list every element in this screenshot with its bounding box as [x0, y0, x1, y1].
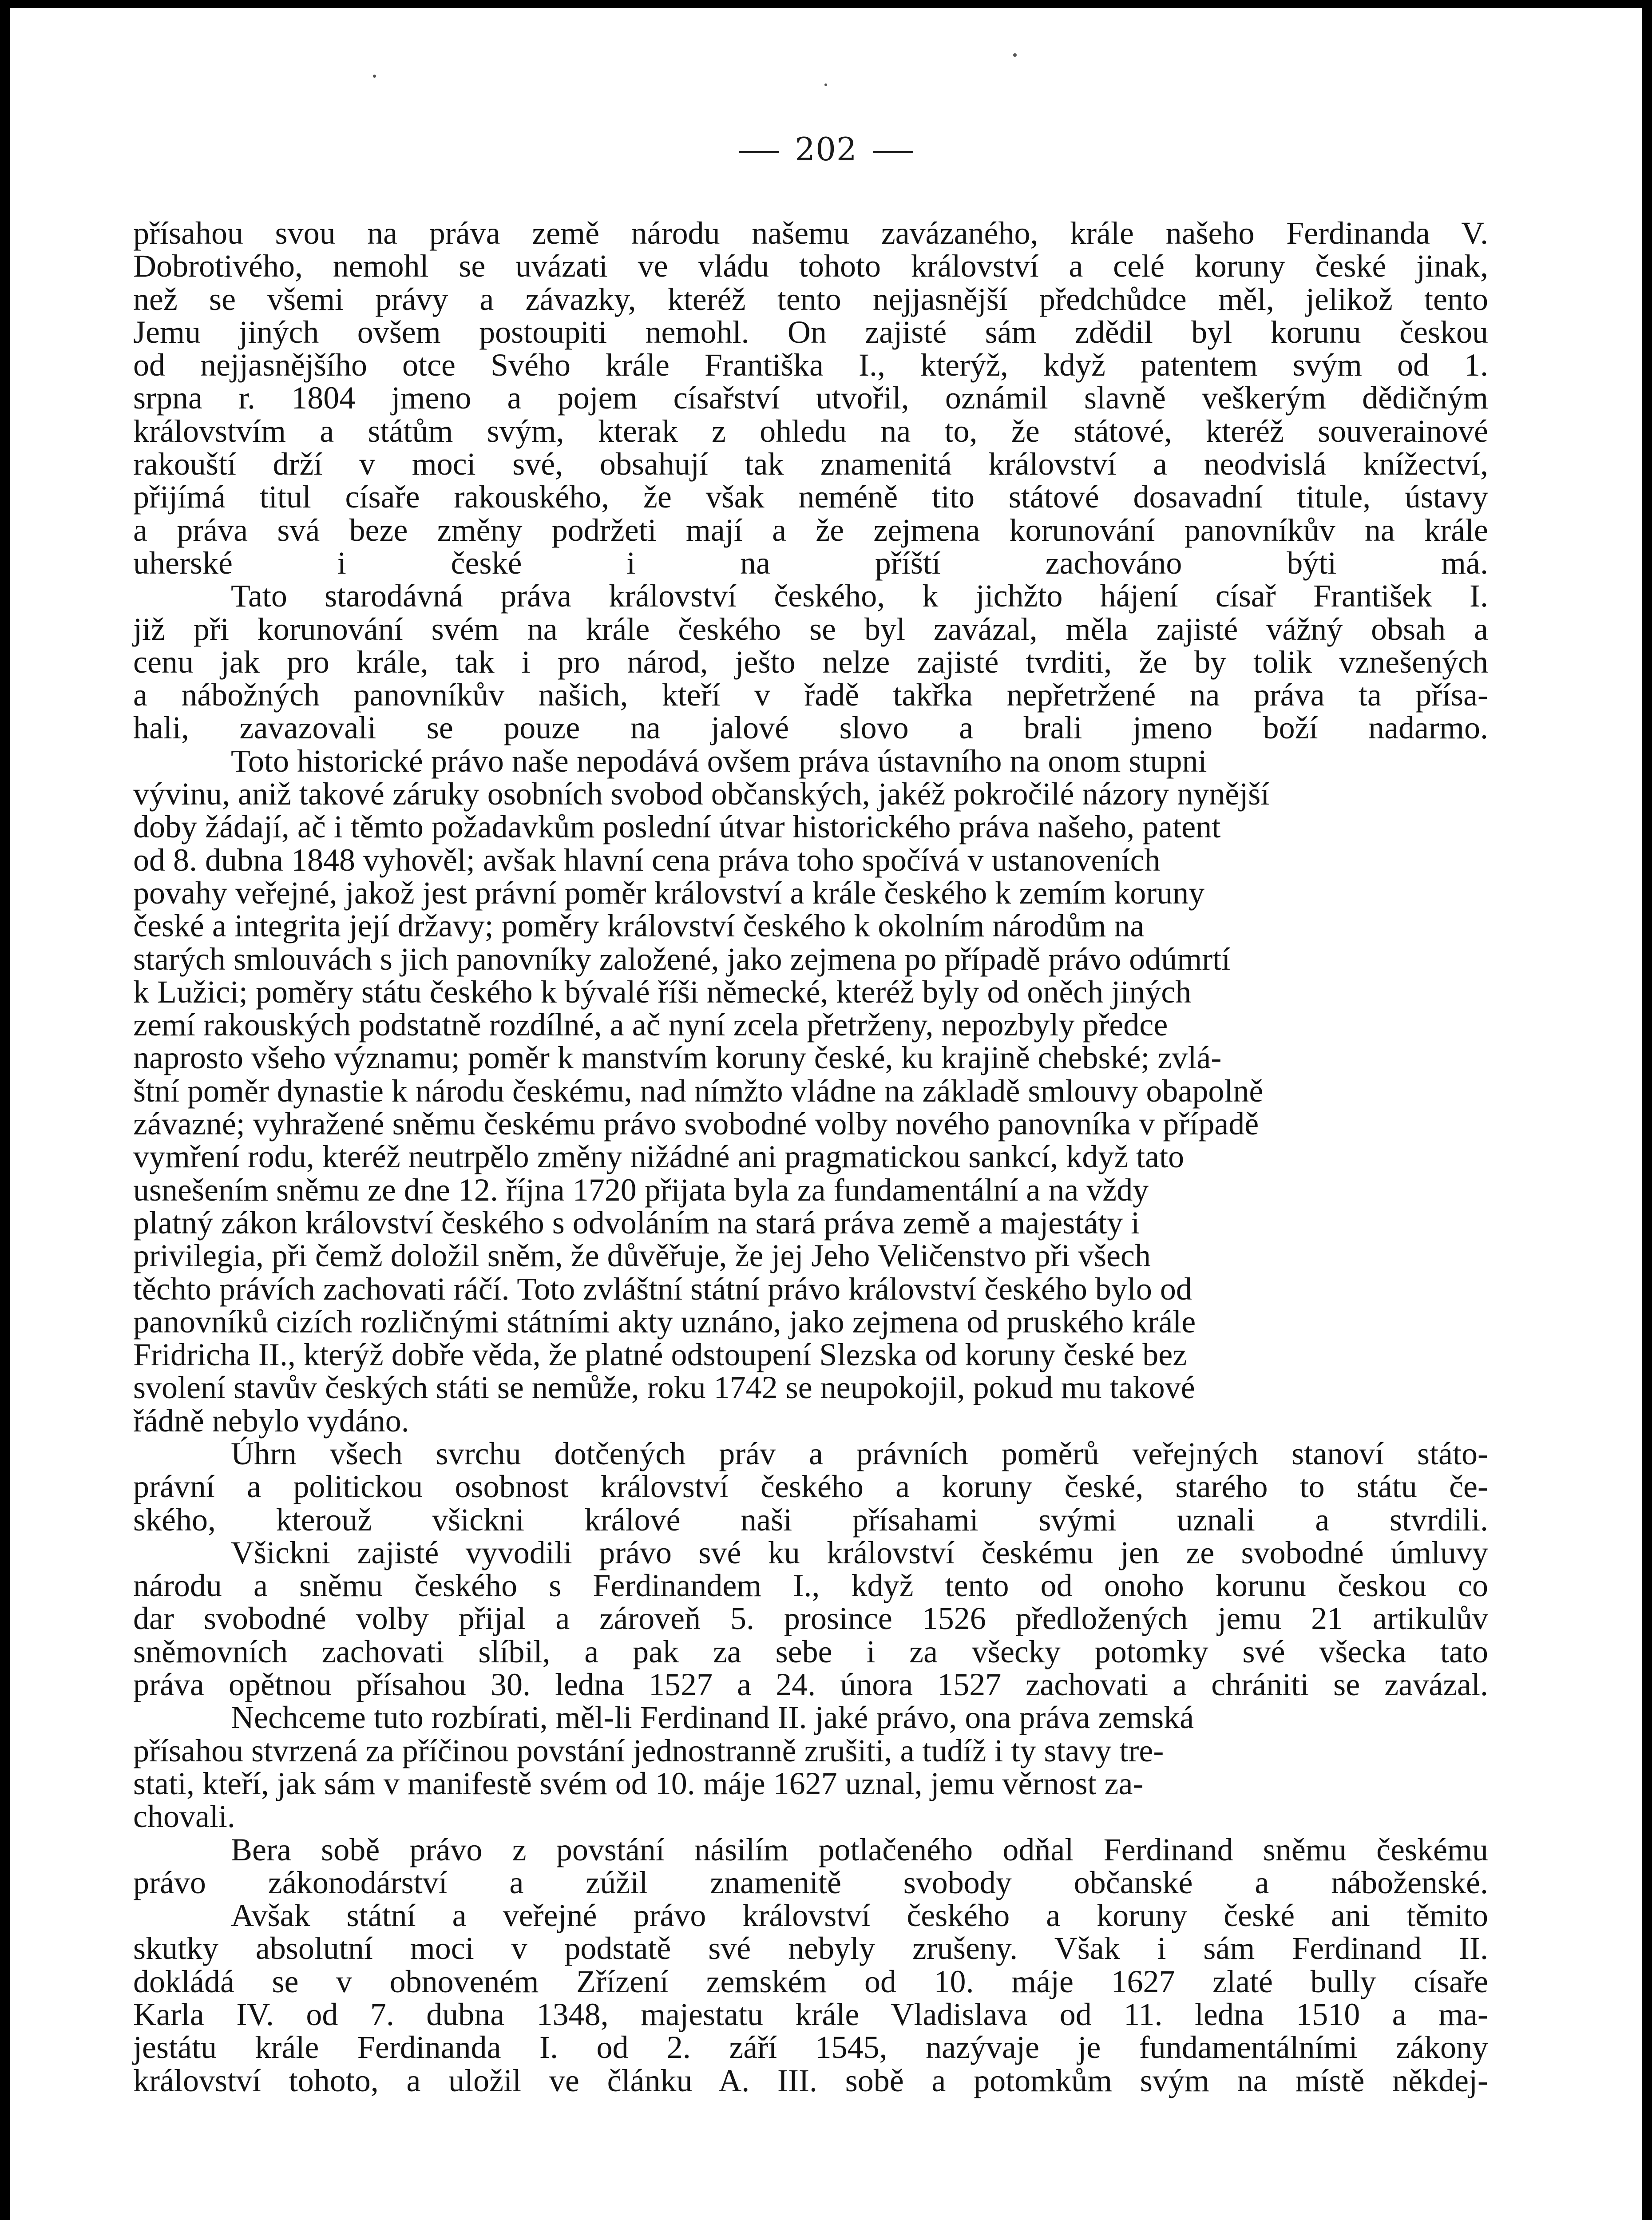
- page-number-dash-left: [739, 151, 779, 153]
- scan-speck: [824, 83, 827, 86]
- paragraph-2: Tato starodávná práva království českého, k jichžto hájení císař František I. již při korunování svém na krále českého se byl zavázal, měla zajisté vážný obsah a cenu jak pro krále, tak i pro národ, ješto nelze zajisté tvrditi, že by tolik vznešených a nábožných panovníkův našich, kteří v řadě takřka nepřetržené na práva ta přísa- hali, zavazovali se pouze na jalové slovo a brali jmeno boží nadarmo.: [133, 578, 1488, 746]
- paragraph-1: přísahou svou na práva země národu našemu zavázaného, krále našeho Ferdinanda V. Dobrotivého, nemohl se uvázati ve vládu tohoto království a celé koruny české jinak, než se všemi právy a závazky, kteréž tento nejjasnější předchůdce měl, jelikož tento Jemu jiných ovšem postoupiti nemohl. On zajisté sám zdědil byl korunu českou od nejjasnějšího otce Svého krále Františka I., kterýž, když patentem svým od 1. srpna r. 1804 jmeno a pojem císařství utvořil, oznámil slavně veškerým dědičným královstvím a státům svým, kterak z ohledu na to, že státové, kteréž souverainové rakouští drží v moci své, obsahují tak znamenitá království a neodvislá knížectví, přijímá titul císaře rakouského, že však neméně tito státové dosavadní titule, ústavy a práva svá beze změny podržeti mají a že zejmena korunování panovníkův na krále uherské i české i na příští zachováno býti má.: [133, 215, 1488, 581]
- scan-speck: [373, 75, 376, 78]
- page-number: [10, 131, 1642, 167]
- paragraph-8: Avšak státní a veřejné právo království českého a koruny české ani těmito skutky absolutní moci v podstatě své nebyly zrušeny. Však i sám Ferdinand II. dokládá se v obnoveném Zřízení zemském od 10. máje 1627 zlaté bully císaře Karla IV. od 7. dubna 1348, majestatu krále Vladislava od 11. ledna 1510 a ma- jestátu krále Ferdinanda I. od 2. září 1545, nazývaje je fundamentálními zákony království tohoto, a uložil ve článku A. III. sobě a potomkům svým na místě někdej-: [133, 1898, 1488, 2098]
- scan-speck: [1013, 53, 1017, 57]
- body-text: [133, 217, 1488, 2097]
- page-number-dash-right: [873, 151, 913, 153]
- paragraph-5: Všickni zajisté vyvodili právo své ku království českému jen ze svobodné úmluvy národu a sněmu českého s Ferdinandem I., když tento od onoho korunu českou co dar svobodné volby přijal a zároveň 5. prosince 1526 předložených jemu 21 artikulův sněmovních zachovati slíbil, a pak za sebe i za všecky potomky své všecka tato práva opětnou přísahou 30. ledna 1527 a 24. února 1527 zachovati a chrániti se zavázal.: [133, 1534, 1488, 1703]
- paragraph-7: Bera sobě právo z povstání násilím potlačeného odňal Ferdinand sněmu českému právo zákonodárství a zúžil znamenitě svobody občanské a náboženské.: [133, 1832, 1488, 1900]
- paragraph-6: Nechceme tuto rozbírati, měl-li Ferdinand II. jaké právo, ona práva zemská přísahou stvrzená za příčinou povstání jednostranně zrušiti, a tudíž i ty stavy tre- stati, kteří, jak sám v manifestě svém od 10. máje 1627 uznal, jemu věrnost za- chovali.: [133, 1700, 1194, 1835]
- document-page: [10, 8, 1642, 2220]
- paragraph-3: Toto historické právo naše nepodává ovšem práva ústavního na onom stupni vývinu, aniž takové záruky osobních svobod občanských, jakéž pokročilé názory nynější doby žádají, ač i těmto požadavkům poslední útvar historického práva našeho, patent od 8. dubna 1848 vyhověl; avšak hlavní cena práva toho spočívá v ustanoveních povahy veřejné, jakož jest právní poměr království a krále českého k zemím koruny české a integrita její državy; poměry království českého k okolním národům na starých smlouvách s jich panovníky založené, jako zejmena po případě právo odúmrtí k Lužici; poměry státu českého k bývalé říši německé, kteréž byly od oněch jiných zemí rakouských podstatně rozdílné, a ač nyní zcela přetrženy, nepozbyly předce naprosto všeho významu; poměr k manstvím koruny české, ku krajině chebské; zvlá- štní poměr dynastie k národu českému, nad nímžto vládne na základě smlouvy obapolně závazné; vyhražené sněmu českému právo svobodné volby nového panovníka v případě vymření rodu, kteréž neutrpělo změny nižádné ani pragmatickou sankcí, když tato usnešením sněmu ze dne 12. října 1720 přijata byla za fundamentální a na vždy platný zákon království českého s odvoláním na stará práva země a majestáty i privilegia, při čemž doložil sněm, že důvěřuje, že jej Jeho Veličenstvo při všech těchto právích zachovati ráčí. Toto zvláštní státní právo království českého bylo od panovníků cizích rozličnými státními akty uznáno, jako zejmena od pruského krále Fridricha II., kterýž dobře věda, že platné odstoupení Slezska od koruny české bez svolení stavův českých státi se nemůže, roku 1742 se neupokojil, pokud mu takové řádně nebylo vydáno.: [133, 743, 1270, 1439]
- page-number-value: 202: [795, 131, 857, 168]
- paragraph-4: Úhrn všech svrchu dotčených práv a právních poměrů veřejných stanoví státo- právní a politickou osobnost království českého a koruny české, starého to státu če- ského, kterouž všickni králové naši přísahami svými uznali a stvrdili.: [133, 1435, 1488, 1538]
